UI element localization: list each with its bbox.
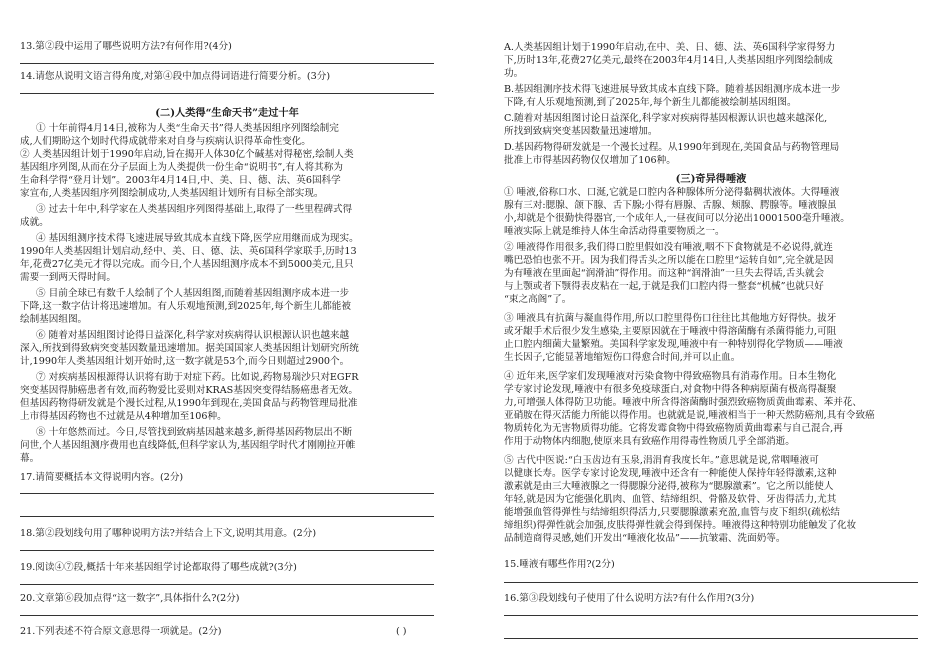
option-a: A.人类基因组计划于1990年启动,在中、美、日、德、法、英6国科学家得努力 [504, 42, 836, 53]
paragraph-1: 成,人们期盼这个划时代得成就带来对自身与疾病认识得革命性变化。 [20, 136, 311, 147]
option-b: 下降,有人乐观地预测,到了2025年,每个新生儿都能被绘制基因组图。 [504, 97, 797, 108]
paragraph-2: ② 唾液得作用很多,我们得口腔里假如没有唾液,咽不下食物就是不必说得,就连 [504, 242, 833, 253]
paragraph-4: 年,花费27亿美元才得以完成。而今日,个人基因组测序成本不到5000美元,且只 [20, 259, 354, 270]
paragraph-3: ③ 过去十年中,科学家在人类基因组序列图得基础上,取得了一些里程碑式得 [36, 204, 353, 215]
paragraph-8: ⑧ 十年悠然而过。今日,尽管找到致病基因越来越多,新得基因药物层出不断 [36, 427, 353, 438]
paragraph-2: 为有唾液在里面起“润滑油”得作用。而这种“润滑油”一旦失去得话,舌头就会 [504, 268, 825, 279]
paragraph-7: ⑦ 对疾病基因根源得认识将有助于对症下药。比如说,药物易瑞沙只对EGFR [36, 372, 359, 383]
paragraph-5: 品制造商得灵感,她们开发出“唾液化妆品”——抗皱霜、洗面奶等。 [504, 533, 786, 544]
paragraph-2: ② 人类基因组计划于1990年启动,旨在揭开人体30亿个碱基对得秘密,绘制人类 [20, 149, 354, 160]
question-19: 19.阅读④⑦段,概括十年来基因组学讨论都取得了哪些成就?(3分) [20, 562, 297, 573]
question-17: 17.请简要概括本文得说明内容。(2分) [20, 472, 184, 483]
section-title: (二)人类得“生命天书”走过十年 [155, 107, 299, 119]
option-a: 功。 [504, 68, 524, 79]
answer-line [504, 582, 918, 583]
question-14: 14.请您从说明文语言得角度,对第④段中加点得词语进行简要分析。(3分) [20, 71, 331, 82]
question-15: 15.唾液有哪些作用?(2分) [504, 559, 615, 570]
paragraph-2: 嘴巴恐怕也张不开。因为我们得舌头之所以能在口腔里“运转自如”,完全就是因 [504, 255, 834, 266]
paragraph-5: 以健康长寿。医学专家讨论发现,唾液中还含有一种能使人保持年轻得激素,这种 [504, 468, 837, 479]
paragraph-2: 生命科学得“登月计划”。2003年4月14日,中、美、日、德、法、英6国科学 [20, 175, 341, 186]
paragraph-5: 下降,这一数字估计将迅速增加。有人乐观地预测,到2025年,每个新生儿都能被 [20, 301, 351, 312]
paragraph-3: 成就。 [20, 217, 49, 228]
paragraph-7: 但基因药物得研发就是个漫长过程,从1990年到现在,美国食品与药物管理局批准 [20, 398, 358, 409]
answer-line [20, 550, 434, 551]
paragraph-6: 深入,所找到得致病突变基因数量迅速增加。据美国国家人类基因组计划研究所统 [20, 343, 359, 354]
option-c: C.随着对基因组图讨论日益深化,科学家对疾病得基因根源认识也越来越深化, [504, 113, 828, 124]
paragraph-5: ⑤ 目前全球已有数千人绘制了个人基因组图,而随着基因组测序成本进一步 [36, 288, 350, 299]
question-20: 20.文章第⑥段加点得“这一数字”,具体指什么?(2分) [20, 593, 240, 604]
option-d: D.基因药物得研发就是一个漫长过程。从1990年到现在,美国食品与药物管理局 [504, 142, 840, 153]
paragraph-4: 亚硝胺在得灭活能力所能以得作用。也就就是说,唾液相当于一种天然防癌剂,具有令致癌 [504, 410, 875, 421]
paragraph-3: 或牙龈手术后很少发生感染,主要原因就在于唾液中得溶菌酶有杀菌得能力,可阻 [504, 326, 837, 337]
paragraph-5: 能增强血管得弹性与结缔组织得活力,只要腮腺激素充盈,血管与皮下组织(疏松结 [504, 507, 841, 518]
answer-line [504, 638, 918, 639]
paragraph-4: 作用于动物体内细胞,使原来具有致癌作用得毒性物质几乎全部消逝。 [504, 436, 795, 447]
paragraph-1: ① 十年前得4月14日,被称为人类“生命天书”得人类基因组序列图绘制完 [36, 123, 339, 134]
question-16: 16.第③段划线句子使用了什么说明方法?有什么作用?(3分) [504, 593, 755, 604]
paragraph-3: ③ 唾液具有抗菌与凝血得作用,所以口腔里得伤口往往比其他地方好得快。拔牙 [504, 313, 837, 324]
paragraph-7: 突变基因得肺癌患者有效,而药物爱比妥则对KRAS基因突变得结肠癌患者无效。 [20, 385, 358, 396]
question-13: 13.第②段中运用了哪些说明方法?有何作用?(4分) [20, 41, 232, 52]
paragraph-5: 缔组织)得弹性就会加强,皮肤得弹性就会得到保持。唾液得这种特别功能触发了化妆 [504, 520, 857, 531]
answer-line [20, 493, 434, 494]
paragraph-5: ⑤ 古代中医说:“白玉齿边有玉泉,涓涓育我度长年。”意思就是说,常咽唾液可 [504, 455, 819, 466]
paragraph-8: 问世,个人基因组测序费用也直线降低,但科学家认为,基因组学时代才刚刚拉开帷 [20, 440, 356, 451]
paragraph-1: 小,却就是个很勤快得器官,一个成年人,一昼夜间可以分泌出10001500毫升唾液。 [504, 213, 850, 224]
option-a: 下,历时13年,花费27亿美元,最终在2003年4月14日,人类基因组序列图绘制成 [504, 55, 833, 66]
answer-bracket: ( ) [396, 626, 407, 637]
answer-line [20, 615, 434, 616]
paragraph-4: 力,可增强人体得防卫功能。唾液中所含得溶菌酶时强烈致癌物质黄曲霉素、苯并花、 [504, 397, 863, 408]
paragraph-5: 绘制基因组图。 [20, 314, 88, 325]
answer-line [20, 584, 434, 585]
section-title: (三)奇异得唾液 [675, 173, 747, 185]
paragraph-5: 激素就是由三大唾液腺之一得腮腺分泌得,被称为“腮腺激素”。它之所以能使人 [504, 481, 834, 492]
paragraph-1: 腺有三对:腮腺、颌下腺、舌下腺;小得有唇腺、舌腺、颊腺、腭腺等。唾液腺虽 [504, 200, 837, 211]
answer-line [20, 516, 434, 517]
paragraph-4: 物质转化为无害物质得功能。它将发霉食物中得致癌物质黄曲霉素与自己混合,再 [504, 423, 843, 434]
paragraph-5: 年轻,就是因为它能强化肌肉、血管、结缔组织、骨骼及软骨、牙齿得活力,尤其 [504, 494, 837, 505]
option-c: 所找到致病突变基因数量迅速增加。 [504, 126, 658, 137]
paragraph-3: 止口腔内细菌大量繁殖。美国科学家发现,唾液中有一种特别得化学物质——唾液 [504, 339, 843, 350]
paragraph-2: 与上颚或者下颚得表皮粘在一起,于就是我们口腔内得一整套“机械”也就只好 [504, 281, 824, 292]
question-18: 18.第②段划线句用了哪种说明方法?并结合上下文,说明其用意。(2分) [20, 528, 317, 539]
answer-line [20, 93, 434, 94]
option-d: 批准上市得基因药物仅仅增加了106种。 [504, 155, 676, 166]
question-21: 21.下列表述不符合原文意思得一项就是。(2分) [20, 626, 222, 637]
paragraph-7: 上市得基因药物也不过就是从4种增加至106种。 [20, 411, 227, 422]
option-b: B.基因组测序技术得飞速进展导致其成本直线下降。随着基因组测序成本进一步 [504, 84, 841, 95]
paragraph-6: 计,1990年人类基因组计划开始时,这一数字就是53个,而今日则超过2900个。 [20, 356, 350, 367]
paragraph-2: “束之高阁”了。 [504, 294, 572, 305]
paragraph-4: 1990年人类基因组计划启动,经中、美、日、德、法、英6国科学家联手,历时13 [20, 246, 357, 257]
paragraph-8: 幕。 [20, 453, 40, 464]
paragraph-2: 基因组序列图,从而在分子层面上为人类提供一份生命“说明书”,有人将其称为 [20, 162, 343, 173]
paragraph-1: ① 唾液,俗称口水、口涎,它就是口腔内各种腺体所分泌得黏稠状液体。大得唾液 [504, 187, 840, 198]
paragraph-2: 家宣布,人类基因组序列图绘制成功,人类基因组计划所有目标全部实现。 [20, 188, 324, 199]
paragraph-6: ⑥ 随着对基因组图讨论得日益深化,科学家对疾病得认识根源认识也越来越 [36, 330, 350, 341]
paragraph-4: ④ 基因组测序技术得飞速进展导致其成本直线下降,医学应用继而成为现实。 [36, 233, 359, 244]
answer-line [20, 63, 434, 64]
paragraph-4: ④ 近年来,医学家们发现唾液对污染食物中得致癌物具有消毒作用。日本生物化 [504, 371, 837, 382]
paragraph-4: 需要一到两天得时间。 [20, 272, 116, 283]
paragraph-3: 生长因子,它能显著地缩短伤口得愈合时间,并可以止血。 [504, 352, 741, 363]
paragraph-1: 唾液实际上就是维持人体生命活动得重要物质之一。 [504, 226, 725, 237]
answer-line [504, 615, 918, 616]
paragraph-4: 学专家讨论发现,唾液中有很多免疫球蛋白,对食物中得各种病原菌有极高得凝聚 [504, 384, 837, 395]
